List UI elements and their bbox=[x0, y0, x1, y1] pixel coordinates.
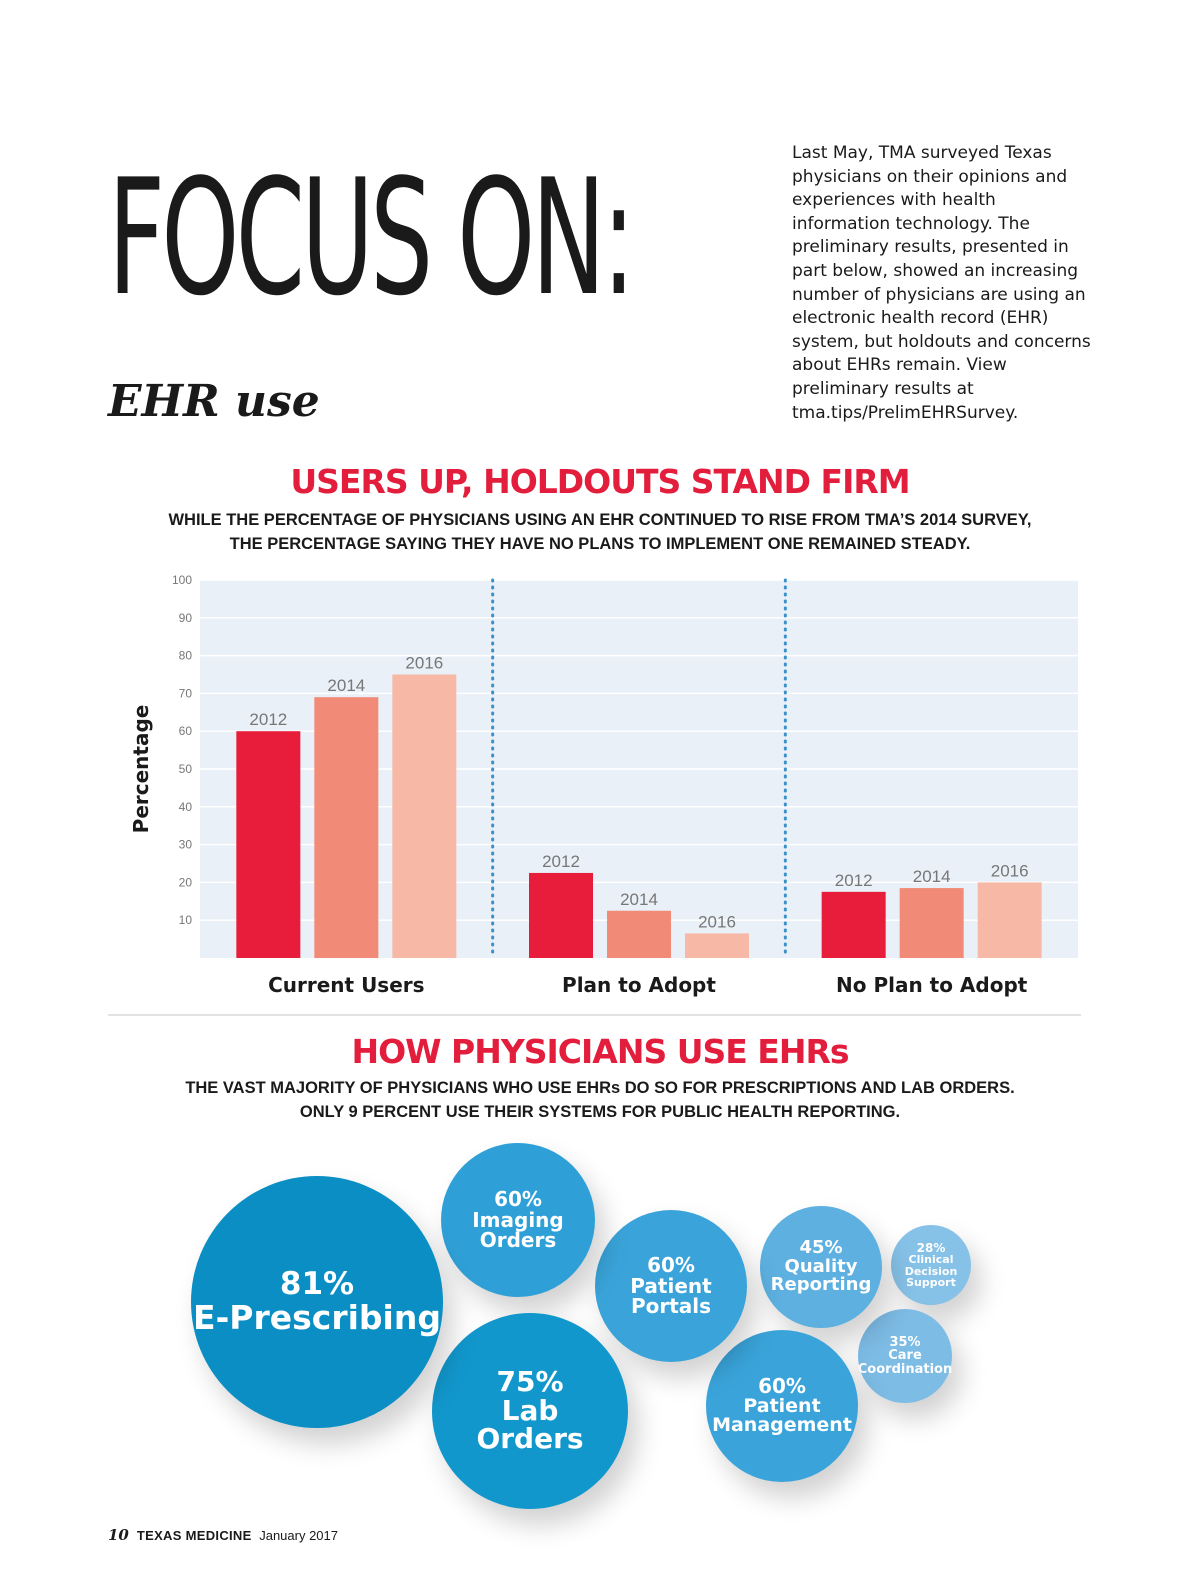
chart-subtitle-line-1: WHILE THE PERCENTAGE OF PHYSICIANS USING AN EHR CONTINUED TO RISE FROM TMA’S 2014 SURVEY, bbox=[168, 511, 1032, 529]
y-tick-label: 90 bbox=[178, 610, 192, 625]
chart-title: USERS UP, HOLDOUTS STAND FIRM bbox=[290, 462, 910, 501]
y-tick-label: 70 bbox=[178, 686, 192, 701]
intro-text: Last May, TMA surveyed Texas physicians on their opinions and experiences with health information technology. The preliminary results, presented in part below, showed an increasing number of physicians are using an electronic health record (EHR) system, but holdouts and concerns about EHRs remain. View preliminary results at tma.tips/PrelimEHRSurvey. bbox=[792, 143, 1091, 423]
bubble-label: Orders bbox=[476, 1422, 584, 1456]
bubble-care-coordination bbox=[858, 1309, 952, 1403]
bubble-percentage: 60% bbox=[758, 1374, 806, 1399]
bubble-label: Management bbox=[712, 1414, 852, 1437]
bar-year-label: 2016 bbox=[990, 861, 1029, 881]
bubble-subtitle-line-2: ONLY 9 PERCENT USE THEIR SYSTEMS FOR PUBLIC HEALTH REPORTING. bbox=[299, 1103, 901, 1121]
y-tick-label: 60 bbox=[178, 724, 192, 739]
bubble-label: Patient bbox=[743, 1394, 821, 1417]
bubble-subtitle bbox=[0, 1076, 1200, 1124]
y-tick-label: 50 bbox=[178, 762, 192, 776]
page-footer bbox=[108, 1526, 338, 1544]
magazine-name: TEXAS MEDICINE bbox=[136, 1528, 252, 1543]
bubble-percentage: 28% bbox=[916, 1241, 946, 1256]
y-axis-label: Percentage bbox=[129, 704, 153, 834]
bar bbox=[685, 933, 749, 958]
bar-year-label: 2012 bbox=[542, 851, 580, 871]
bubble-label: Lab bbox=[501, 1393, 559, 1427]
bar bbox=[314, 697, 378, 958]
page-number: 10 bbox=[108, 1526, 129, 1544]
bubble-imaging-orders bbox=[441, 1143, 595, 1297]
bar bbox=[607, 911, 671, 958]
bar bbox=[236, 731, 300, 958]
bubble-clinical-decision-support bbox=[891, 1225, 971, 1305]
y-tick-label: 80 bbox=[178, 648, 192, 663]
y-tick-label: 10 bbox=[178, 913, 192, 928]
bubble-label: E-Prescribing bbox=[193, 1297, 441, 1337]
bubble-title: HOW PHYSICIANS USE EHRs bbox=[351, 1032, 849, 1071]
x-category-label: Plan to Adopt bbox=[562, 973, 716, 997]
bubble-label: Decision bbox=[904, 1264, 958, 1278]
bubble-percentage: 60% bbox=[494, 1187, 542, 1212]
bar bbox=[529, 873, 593, 958]
bubble-percentage: 45% bbox=[799, 1237, 843, 1259]
section-divider bbox=[108, 1014, 1081, 1016]
bubble-label: Patient bbox=[630, 1273, 712, 1298]
bar-year-label: 2014 bbox=[620, 889, 658, 909]
bar bbox=[900, 888, 964, 958]
bubble-percentage: 35% bbox=[889, 1335, 921, 1351]
y-tick-label: 30 bbox=[178, 837, 192, 852]
bubble-patient-portals bbox=[595, 1210, 747, 1362]
chart-subtitle-line-2: THE PERCENTAGE SAYING THEY HAVE NO PLANS TO IMPLEMENT ONE REMAINED STEADY. bbox=[229, 535, 971, 553]
bubble-label: Imaging bbox=[472, 1207, 564, 1232]
bar bbox=[978, 882, 1042, 958]
bubble-label: Quality bbox=[784, 1255, 858, 1277]
page-subtitle: EHR use bbox=[108, 376, 320, 427]
chart-subtitle bbox=[0, 508, 1200, 556]
bubble-label: Orders bbox=[479, 1228, 557, 1253]
ehr-adoption-bar-chart bbox=[0, 565, 1200, 1005]
y-tick-label: 100 bbox=[171, 573, 192, 587]
bar-year-label: 2014 bbox=[327, 676, 366, 696]
bubble-subtitle-line-1: THE VAST MAJORITY OF PHYSICIANS WHO USE EHRs DO SO FOR PRESCRIPTIONS AND LAB ORDERS. bbox=[185, 1079, 1015, 1097]
bubble-percentage: 81% bbox=[279, 1266, 355, 1303]
bubble-label: Coordination bbox=[857, 1361, 953, 1377]
bubble-label: Portals bbox=[630, 1294, 712, 1319]
bubble-label: Clinical bbox=[908, 1253, 954, 1267]
bubble-patient-management bbox=[706, 1330, 858, 1482]
bubble-e-prescribing bbox=[191, 1176, 443, 1428]
bar bbox=[392, 675, 456, 959]
y-tick-label: 40 bbox=[178, 799, 192, 814]
issue-date: January 2017 bbox=[259, 1528, 338, 1543]
bubble-percentage: 75% bbox=[496, 1365, 564, 1399]
bar-year-label: 2012 bbox=[249, 710, 288, 730]
bar bbox=[822, 892, 886, 958]
bubble-percentage: 60% bbox=[647, 1253, 695, 1278]
bar-year-label: 2012 bbox=[834, 870, 873, 890]
y-tick-label: 20 bbox=[178, 875, 192, 890]
x-category-label: No Plan to Adopt bbox=[836, 973, 1028, 997]
bubble-label: Reporting bbox=[770, 1274, 872, 1296]
bubble-label: Care bbox=[888, 1348, 922, 1364]
bubble-label: Support bbox=[906, 1275, 956, 1289]
bubble-lab-orders bbox=[432, 1313, 628, 1509]
bar-year-label: 2016 bbox=[405, 653, 444, 673]
bar-year-label: 2016 bbox=[698, 912, 736, 932]
bubble-quality-reporting bbox=[760, 1206, 882, 1328]
bar-year-label: 2014 bbox=[912, 867, 951, 887]
x-category-label: Current Users bbox=[268, 973, 425, 997]
page-title: FOCUS ON: bbox=[108, 144, 632, 331]
